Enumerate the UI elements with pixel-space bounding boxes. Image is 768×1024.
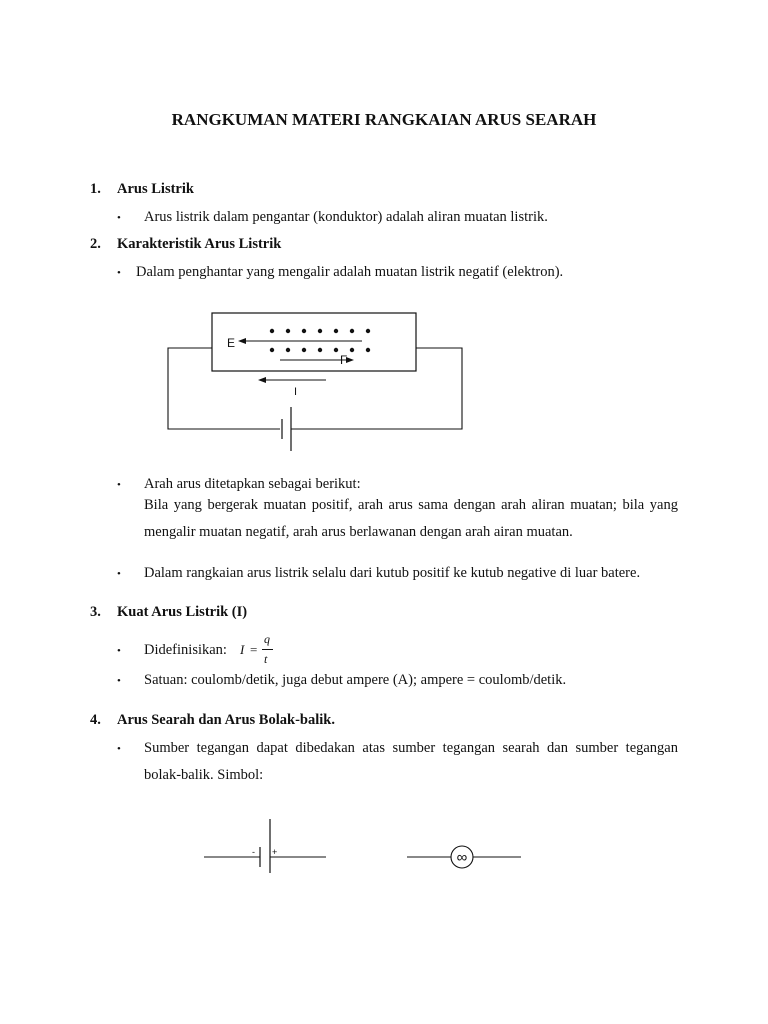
bullet-icon: •	[117, 568, 121, 580]
section-1-number: 1.	[90, 181, 101, 197]
section-2-bullet-2: Arah arus ditetapkan sebagai berikut:	[144, 476, 361, 492]
electron-dots-bottom-row	[270, 348, 370, 352]
dc-source-symbol	[200, 815, 330, 875]
section-4-bullet-1: Sumber tegangan dapat dibedakan atas sumber tegangan searah dan sumber tegangan	[144, 740, 678, 756]
bullet-icon: •	[117, 743, 121, 755]
conductor-circuit-diagram	[160, 305, 470, 455]
plus-sign: +	[272, 847, 278, 857]
section-3-bullet-2: Satuan: coulomb/detik, juga debut ampere (A); ampere = coulomb/detik.	[144, 672, 567, 688]
bullet-icon: •	[117, 212, 121, 224]
formula-lhs: I	[240, 642, 245, 657]
formula-numerator: q	[264, 632, 270, 646]
section-3-heading: Kuat Arus Listrik (I)	[117, 604, 248, 620]
i-label: I	[294, 386, 298, 398]
section-4-continuation-1: bolak-balik. Simbol:	[144, 767, 264, 783]
minus-sign: -	[252, 847, 255, 857]
section-2-bullet-1: Dalam penghantar yang mengalir adalah muatan listrik negatif (elektron).	[136, 264, 564, 280]
bullet-icon: •	[117, 267, 121, 279]
bullet-icon: •	[117, 675, 121, 687]
e-label: E	[227, 336, 236, 350]
section-2-continuation-2: mengalir muatan negatif, arah arus berlawanan dengan arah airan muatan.	[144, 524, 573, 540]
circuit-wire-left	[168, 348, 280, 429]
e-arrowhead-icon	[238, 338, 246, 344]
section-4-heading: Arus Searah dan Arus Bolak-balik.	[117, 712, 335, 728]
section-3-number: 3.	[90, 604, 101, 620]
formula-fraction-bar	[262, 649, 273, 650]
i-arrowhead-icon	[258, 377, 266, 383]
f-label: F	[340, 353, 348, 367]
section-2-heading: Karakteristik Arus Listrik	[117, 236, 282, 252]
section-2-bullet-3: Dalam rangkaian arus listrik selalu dari kutub positif ke kutub negative di luar batere.	[144, 565, 641, 581]
infinity-icon: ∞	[456, 849, 468, 866]
section-1-heading: Arus Listrik	[117, 181, 194, 197]
section-2-number: 2.	[90, 236, 101, 252]
bullet-icon: •	[117, 479, 121, 491]
page-title: RANGKUMAN MATERI RANGKAIAN ARUS SEARAH	[171, 110, 597, 129]
formula-equals: =	[250, 642, 258, 657]
bullet-icon: •	[117, 645, 121, 657]
section-2-continuation-1: Bila yang bergerak muatan positif, arah arus sama dengan arah aliran muatan; bila yang	[144, 497, 678, 513]
formula-denominator: t	[264, 652, 268, 666]
section-3-bullet-1: Didefinisikan:	[144, 642, 227, 658]
electron-dots-top-row	[270, 329, 370, 333]
section-4-number: 4.	[90, 712, 101, 728]
ac-source-symbol	[405, 840, 525, 874]
section-1-bullet-1: Arus listrik dalam pengantar (konduktor) adalah aliran muatan listrik.	[144, 209, 548, 225]
